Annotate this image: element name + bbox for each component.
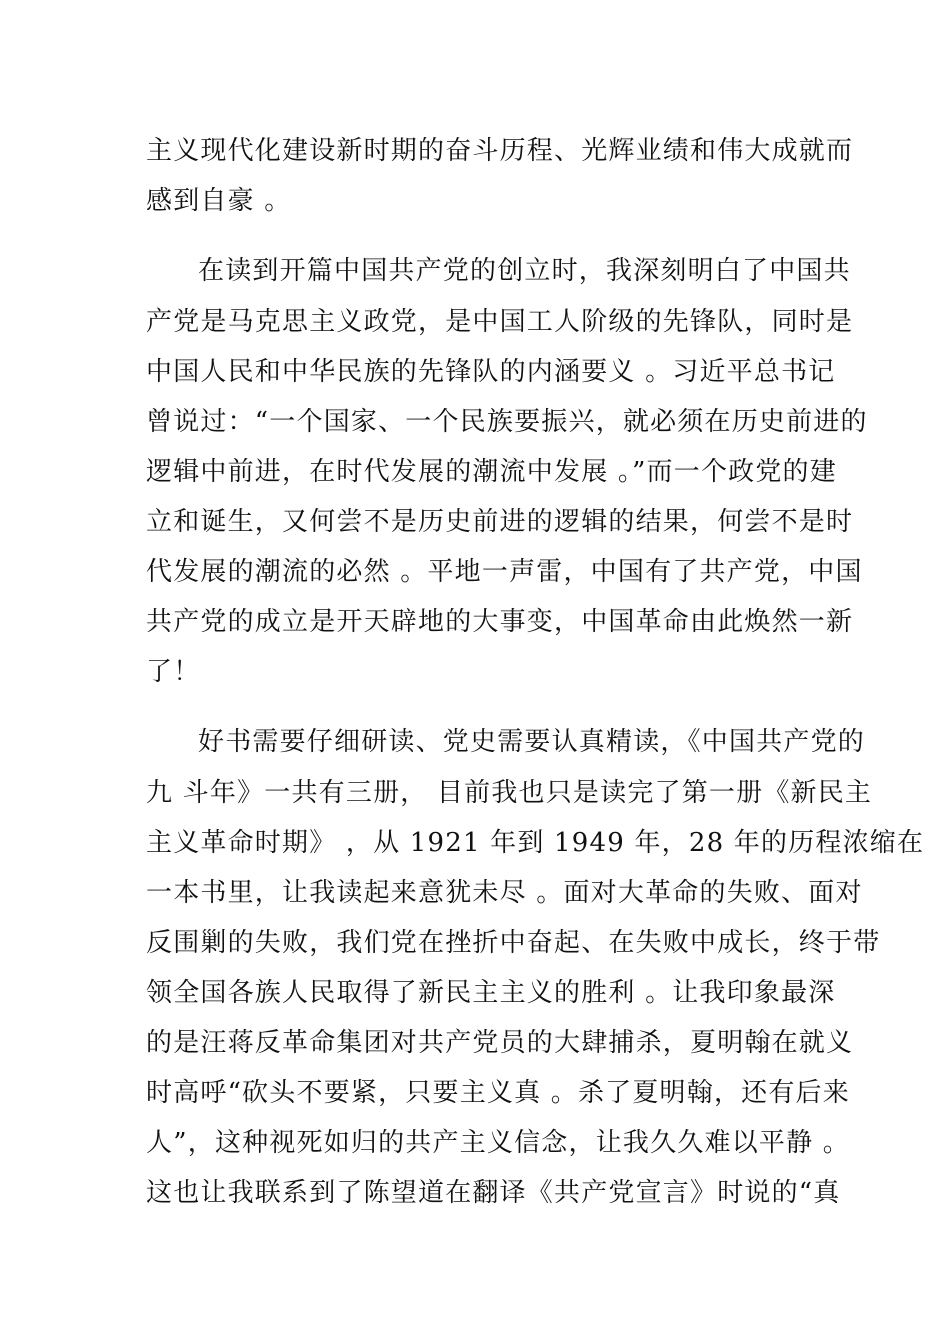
text-line: 好书需要仔细研读、党史需要认真精读，《中国共产党的 — [198, 727, 866, 757]
text-line: 时高呼“砍头不要紧，只要主义真 。杀了夏明翰，还有后来 — [146, 1078, 850, 1108]
text-line: 立和诞生，又何尝不是历史前进的逻辑的结果，何尝不是时 — [146, 507, 854, 537]
text-line: 主义革命时期》 ，从 1921 年到 1949 年，28 年的历程浓缩在 — [146, 828, 925, 858]
text-line: 领全国各族人民取得了新民主主义的胜利 。让我印象最深 — [146, 978, 836, 1008]
text-line: 一本书里，让我读起来意犹未尽 。面对大革命的失败、面对 — [146, 878, 863, 908]
text-line: 主义现代化建设新时期的奋斗历程、光辉业绩和伟大成就而 — [146, 136, 854, 166]
text-line: 感到自豪 。 — [146, 186, 292, 216]
text-line: 在读到开篇中国共产党的创立时，我深刻明白了中国共 — [198, 256, 851, 286]
text-line: 人”，这种视死如归的共产主义信念，让我久久难以平静 。 — [146, 1128, 850, 1158]
text-line: 这也让我联系到了陈望道在翻译《共产党宣言》时说的“真 — [146, 1178, 841, 1208]
text-line: 中国人民和中华民族的先锋队的内涵要义 。习近平总书记 — [146, 357, 836, 387]
text-line: 代发展的潮流的必然 。平地一声雷，中国有了共产党，中国 — [146, 557, 863, 587]
text-line: 曾说过：“一个国家、一个民族要振兴，就必须在历史前进的 — [146, 407, 868, 437]
text-line: 九 斗年》一共有三册， 目前我也只是读完了第一册《新民主 — [146, 778, 873, 808]
text-line: 产党是马克思主义政党，是中国工人阶级的先锋队，同时是 — [146, 307, 854, 337]
text-line: 的是汪蒋反革命集团对共产党员的大肆捕杀，夏明翰在就义 — [146, 1028, 854, 1058]
text-line: 共产党的成立是开天辟地的大事变，中国革命由此焕然一新 — [146, 607, 854, 637]
text-line: 逻辑中前进，在时代发展的潮流中发展 。”而一个政党的建 — [146, 457, 837, 487]
text-line: 了！ — [146, 657, 201, 687]
text-line: 反围剿的失败，我们党在挫折中奋起、在失败中成长，终于带 — [146, 928, 881, 958]
